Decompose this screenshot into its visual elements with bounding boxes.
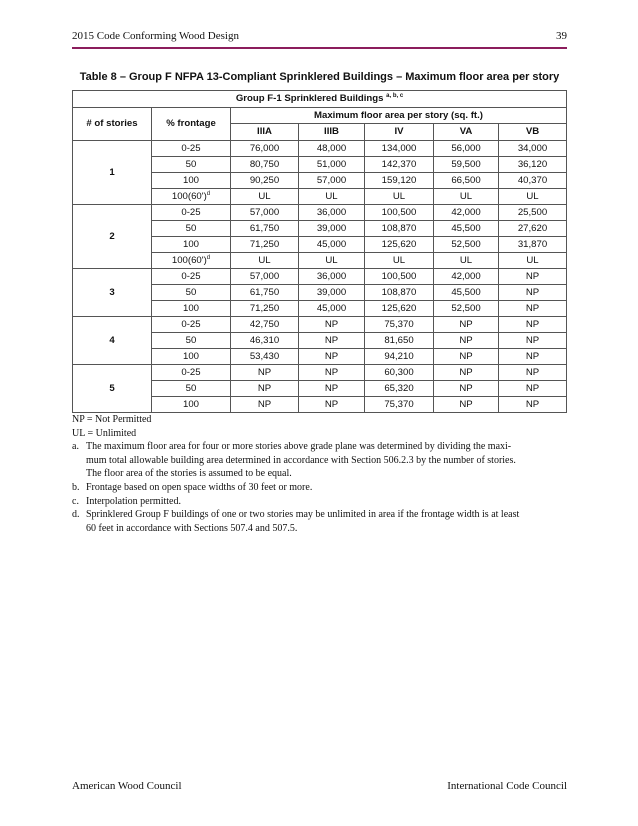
footnote-marker: a. (72, 441, 79, 453)
area-cell: 60,300 (365, 365, 434, 381)
area-cell: 45,000 (299, 237, 365, 253)
frontage-cell (152, 285, 231, 301)
area-cell: NP (299, 349, 365, 365)
area-cell: NP (434, 349, 499, 365)
area-cell: 31,870 (499, 237, 567, 253)
frontage-cell (152, 141, 231, 157)
area-cell: UL (299, 253, 365, 269)
area-cell: NP (499, 317, 567, 333)
area-cell: NP (499, 333, 567, 349)
frontage-value: 100 (182, 398, 199, 410)
footer-left: American Wood Council (72, 780, 182, 792)
area-cell: 61,750 (231, 285, 299, 301)
area-cell: UL (434, 253, 499, 269)
area-cell: 75,370 (365, 397, 434, 413)
footnote-marker: c. (72, 495, 79, 507)
type-header-iiia: IIIA (231, 124, 299, 141)
area-cell: 59,500 (434, 157, 499, 173)
area-cell: 52,500 (434, 301, 499, 317)
frontage-value: 0-25 (181, 142, 201, 154)
frontage-cell (152, 189, 231, 205)
area-cell: NP (231, 381, 299, 397)
footnote-line: mum total allowable building area determined in accordance with Section 506.2.3 by the number of stories. (86, 454, 516, 466)
area-cell: 56,000 (434, 141, 499, 157)
area-cell: 108,870 (365, 221, 434, 237)
area-cell: UL (499, 253, 567, 269)
area-cell: NP (434, 365, 499, 381)
area-cell: NP (434, 317, 499, 333)
area-cell: NP (499, 365, 567, 381)
area-cell: 66,500 (434, 173, 499, 189)
area-cell: UL (231, 189, 299, 205)
frontage-value: 0-25 (181, 318, 201, 330)
frontage-cell (152, 221, 231, 237)
area-cell: 45,500 (434, 221, 499, 237)
footnote-item (72, 495, 552, 509)
footnote-text (86, 481, 552, 495)
area-cell: 125,620 (365, 237, 434, 253)
frontage-value: 50 (185, 334, 197, 346)
area-cell: NP (499, 285, 567, 301)
area-cell: 45,500 (434, 285, 499, 301)
footnote-text (86, 495, 552, 509)
area-cell: NP (499, 269, 567, 285)
area-cell: 36,120 (499, 157, 567, 173)
stories-cell: 5 (73, 365, 152, 413)
type-header-iiib: IIIB (299, 124, 365, 141)
area-cell: 57,000 (231, 205, 299, 221)
frontage-value: 100 (182, 174, 199, 186)
area-cell: 108,870 (365, 285, 434, 301)
footnote-text (86, 508, 552, 535)
area-cell: 71,250 (231, 301, 299, 317)
page-number: 39 (556, 30, 567, 42)
area-cell: 36,000 (299, 205, 365, 221)
type-header-iv: IV (365, 124, 434, 141)
note-ul: UL = Unlimited (72, 427, 137, 439)
frontage-cell (152, 381, 231, 397)
group-heading-footnotes: a, b, c (386, 92, 404, 99)
frontage-value: 50 (185, 286, 197, 298)
area-cell: NP (299, 333, 365, 349)
footnote-item (72, 440, 552, 481)
header-title: 2015 Code Conforming Wood Design (72, 30, 239, 42)
frontage-footnote: d (206, 190, 211, 197)
area-cell: 71,250 (231, 237, 299, 253)
area-cell: NP (231, 397, 299, 413)
note-np: NP = Not Permitted (72, 414, 152, 425)
footnote-line: The floor area of the stories is assumed to be equal. (86, 468, 292, 480)
footnote-item (72, 481, 552, 495)
frontage-value: 0-25 (181, 366, 201, 378)
group-heading-text: Group F-1 Sprinklered Buildings (235, 93, 384, 104)
area-cell: 159,120 (365, 173, 434, 189)
area-cell: UL (499, 189, 567, 205)
area-cell: 65,320 (365, 381, 434, 397)
footnote-list (72, 440, 552, 535)
area-cell: 57,000 (231, 269, 299, 285)
area-cell: 75,370 (365, 317, 434, 333)
area-cell: 46,310 (231, 333, 299, 349)
area-cell: 51,000 (299, 157, 365, 173)
area-cell: 25,500 (499, 205, 567, 221)
col-frontage-header: % frontage (152, 108, 231, 141)
stories-cell: 3 (73, 269, 152, 317)
area-cell: NP (231, 365, 299, 381)
area-cell: 100,500 (365, 205, 434, 221)
frontage-cell (152, 397, 231, 413)
frontage-cell (152, 253, 231, 269)
area-cell: UL (434, 189, 499, 205)
area-cell: 134,000 (365, 141, 434, 157)
frontage-value: 50 (185, 222, 197, 234)
area-cell: 42,750 (231, 317, 299, 333)
area-cell: UL (365, 253, 434, 269)
col-stories-header: # of stories (73, 108, 152, 141)
area-cell: 36,000 (299, 269, 365, 285)
area-cell: NP (299, 365, 365, 381)
frontage-value: 0-25 (181, 270, 201, 282)
frontage-cell (152, 173, 231, 189)
area-cell: 42,000 (434, 269, 499, 285)
frontage-footnote: d (206, 254, 211, 261)
frontage-cell (152, 333, 231, 349)
area-cell: 90,250 (231, 173, 299, 189)
frontage-value: 100 (182, 302, 199, 314)
stories-cell: 4 (73, 317, 152, 365)
table-head (73, 91, 567, 141)
frontage-cell (152, 269, 231, 285)
area-cell: 81,650 (365, 333, 434, 349)
header-rule (72, 47, 567, 49)
area-cell: 94,210 (365, 349, 434, 365)
area-cell: NP (299, 397, 365, 413)
frontage-value: 100(60') (171, 190, 207, 202)
area-cell: NP (299, 381, 365, 397)
area-cell: NP (299, 317, 365, 333)
frontage-cell (152, 205, 231, 221)
area-cell: 27,620 (499, 221, 567, 237)
type-header-va: VA (434, 124, 499, 141)
area-cell: 39,000 (299, 285, 365, 301)
footnote-line: 60 feet in accordance with Sections 507.4 and 507.5. (86, 522, 298, 534)
frontage-value: 100(60') (171, 254, 207, 266)
footer-right: International Code Council (447, 780, 567, 792)
footnote-marker: d. (72, 509, 80, 521)
footnote-item (72, 508, 552, 535)
area-cell: 53,430 (231, 349, 299, 365)
table-row (73, 141, 567, 157)
max-area-header: Maximum floor area per story (sq. ft.) (231, 108, 567, 124)
area-cell: 40,370 (499, 173, 567, 189)
area-cell: 76,000 (231, 141, 299, 157)
frontage-cell (152, 157, 231, 173)
area-cell: 100,500 (365, 269, 434, 285)
area-cell: 45,000 (299, 301, 365, 317)
frontage-value: 0-25 (181, 206, 201, 218)
footnote-marker: b. (72, 481, 80, 493)
table-notes (72, 413, 552, 535)
table-row (73, 365, 567, 381)
area-cell: 80,750 (231, 157, 299, 173)
area-cell: 125,620 (365, 301, 434, 317)
frontage-cell (152, 317, 231, 333)
running-footer (72, 780, 567, 796)
area-cell: UL (231, 253, 299, 269)
area-cell: 142,370 (365, 157, 434, 173)
footnote-line: Interpolation permitted. (86, 495, 181, 507)
area-cell: NP (434, 397, 499, 413)
area-cell: 39,000 (299, 221, 365, 237)
frontage-value: 100 (182, 238, 199, 250)
frontage-value: 50 (185, 158, 197, 170)
area-cell: UL (365, 189, 434, 205)
table-row (73, 269, 567, 285)
footnote-line: Sprinklered Group F buildings of one or two stories may be unlimited in area if the frontage width is at least (86, 509, 520, 521)
area-cell: 42,000 (434, 205, 499, 221)
area-cell: 48,000 (299, 141, 365, 157)
running-header (72, 30, 567, 48)
area-cell: NP (434, 333, 499, 349)
area-cell: NP (499, 349, 567, 365)
floor-area-table (72, 90, 567, 413)
footnote-line: Frontage based on open space widths of 30 feet or more. (86, 481, 313, 493)
footnote-text (86, 440, 552, 481)
type-header-vb: VB (499, 124, 567, 141)
frontage-cell (152, 365, 231, 381)
frontage-cell (152, 349, 231, 365)
area-cell: UL (299, 189, 365, 205)
table-row (73, 205, 567, 221)
footnote-line: The maximum floor area for four or more stories above grade plane was determined by dividing the maxi- (86, 441, 512, 453)
group-heading (73, 91, 567, 108)
frontage-cell (152, 301, 231, 317)
stories-cell: 1 (73, 141, 152, 205)
table-row (73, 317, 567, 333)
table-title: Table 8 – Group F NFPA 13-Compliant Sprinklered Buildings – Maximum floor area per story (79, 71, 560, 83)
frontage-cell (152, 237, 231, 253)
frontage-value: 50 (185, 382, 197, 394)
area-cell: NP (499, 301, 567, 317)
area-cell: NP (499, 397, 567, 413)
area-cell: 34,000 (499, 141, 567, 157)
area-cell: 61,750 (231, 221, 299, 237)
table-body (73, 141, 567, 413)
stories-cell: 2 (73, 205, 152, 269)
area-cell: NP (434, 381, 499, 397)
area-cell: 57,000 (299, 173, 365, 189)
frontage-value: 100 (182, 350, 199, 362)
area-cell: NP (499, 381, 567, 397)
area-cell: 52,500 (434, 237, 499, 253)
